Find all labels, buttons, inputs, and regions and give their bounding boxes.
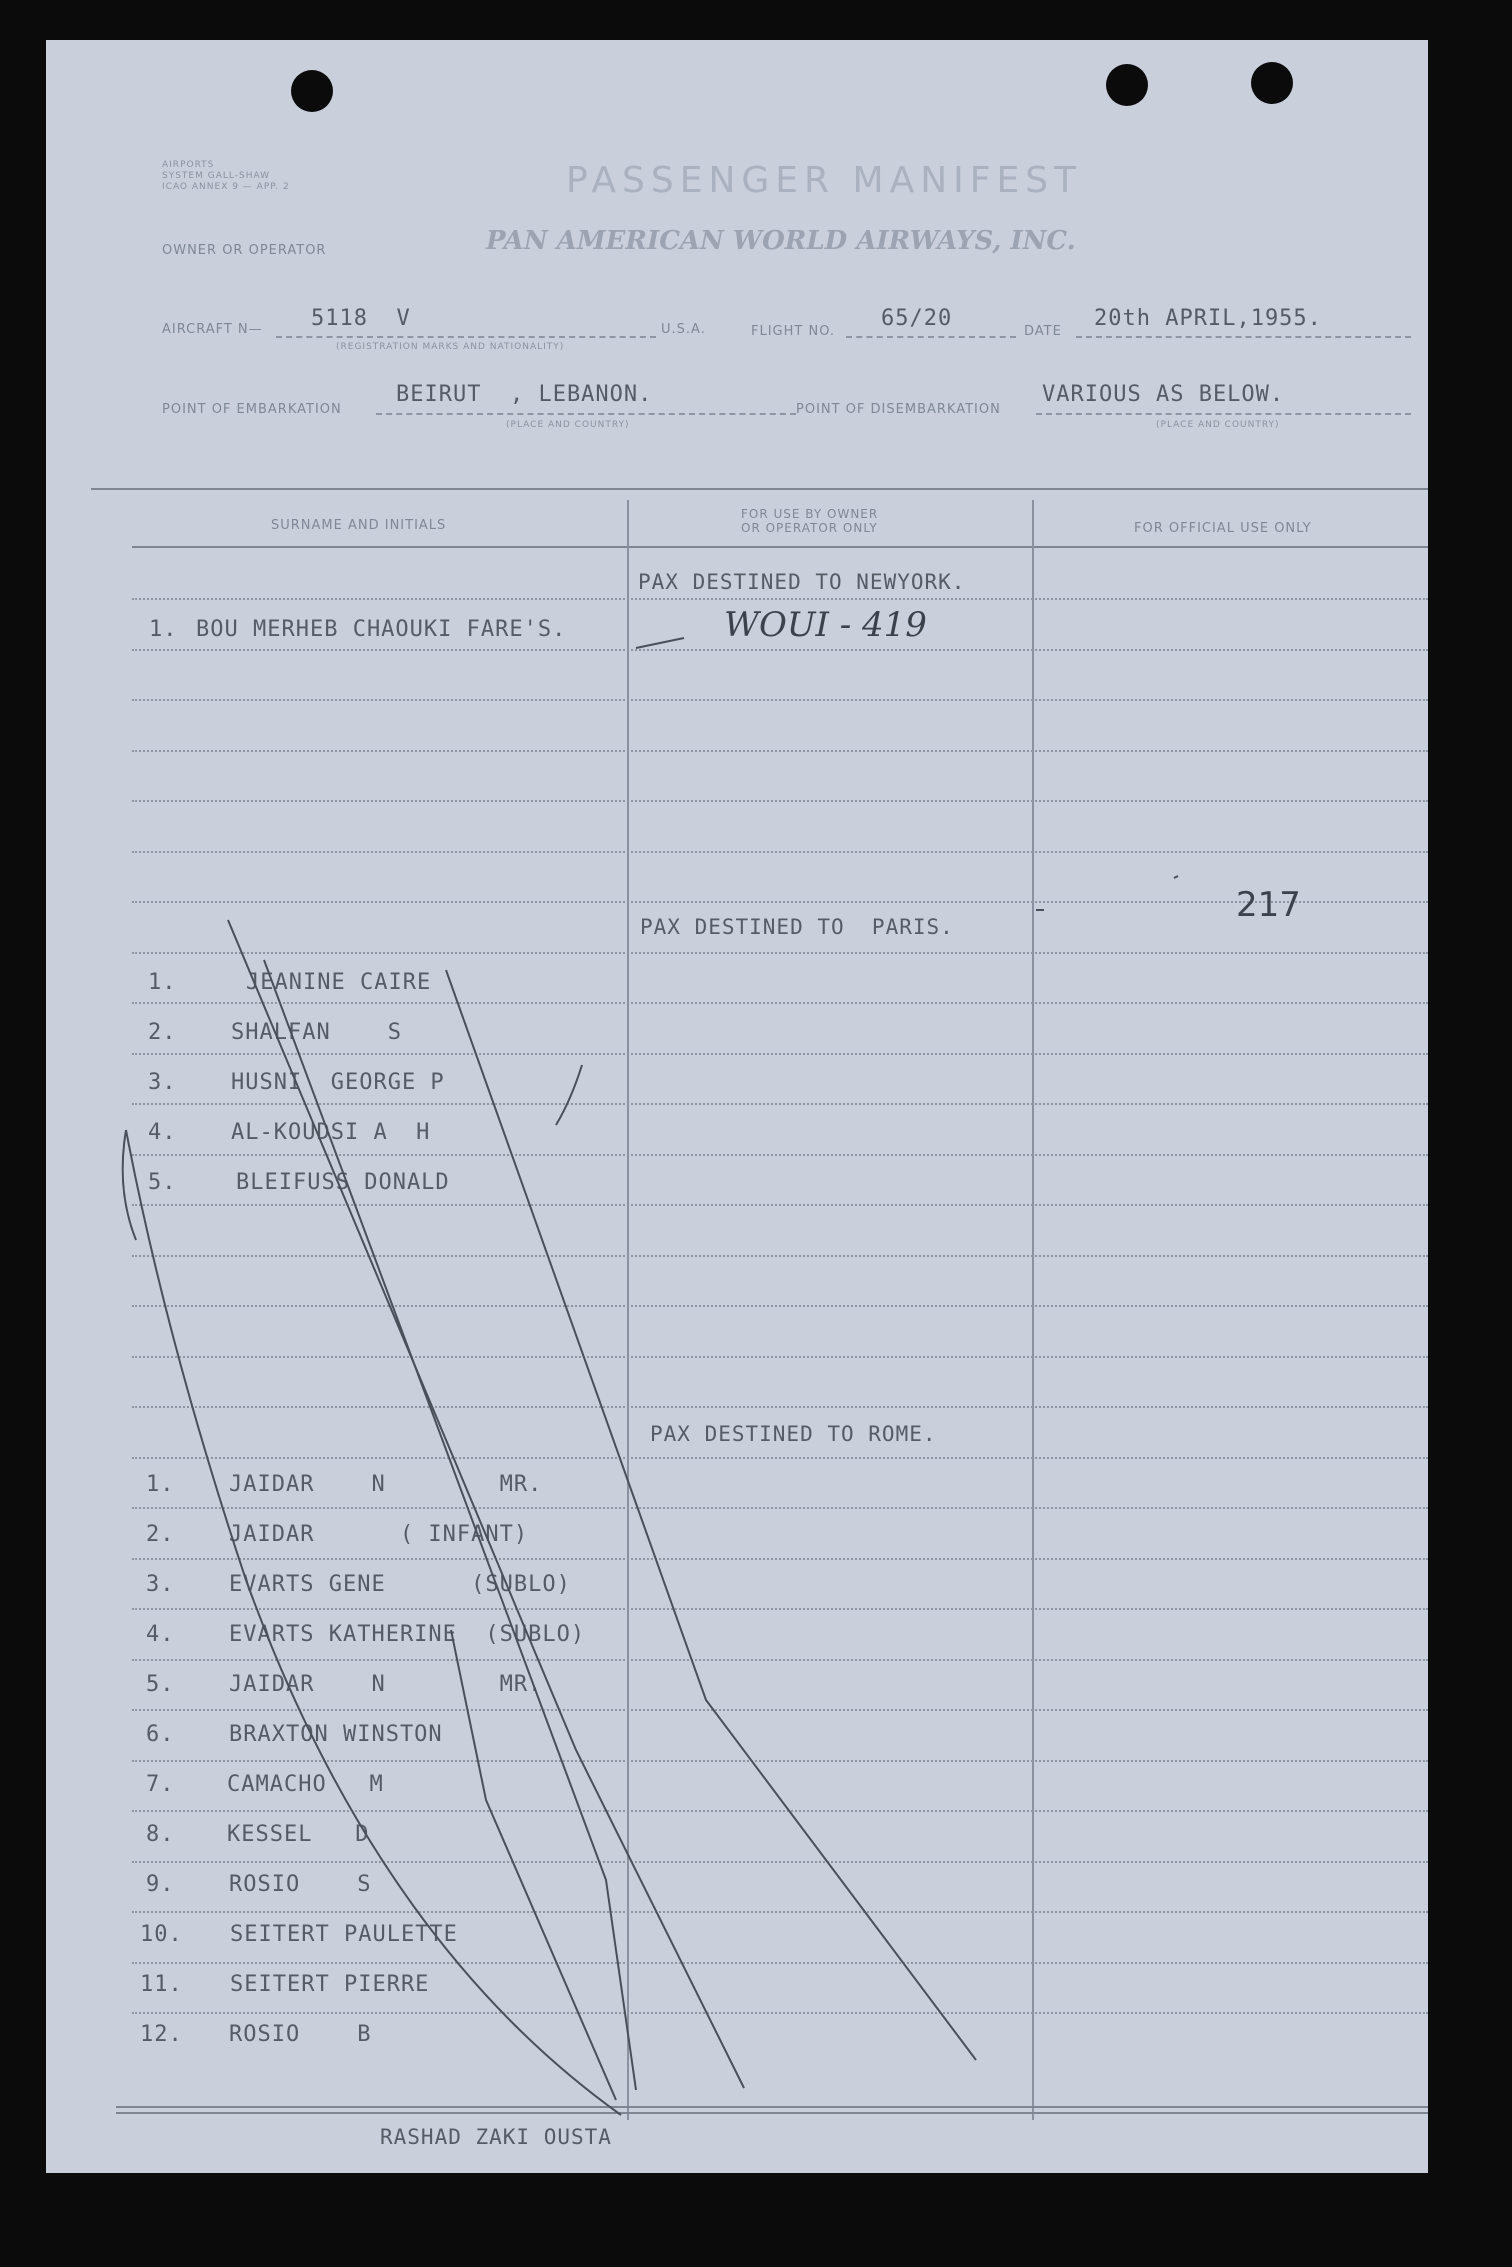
passenger-number: 2. [146, 1522, 175, 1547]
passenger-number: 7. [146, 1772, 175, 1797]
pencil-slash-4 [126, 1130, 621, 2115]
embarkation-value: BEIRUT , LEBANON. [396, 382, 653, 407]
section-heading-newyork: PAX DESTINED TO NEWYORK. [638, 570, 966, 594]
passenger-number: 5. [148, 1170, 177, 1195]
passenger-name: ROSIO B [229, 2022, 372, 2047]
pencil-slash-6 [451, 1630, 616, 2100]
embarkation-label: POINT OF EMBARKATION [162, 402, 342, 417]
section-heading-rome: PAX DESTINED TO ROME. [650, 1422, 937, 1446]
disembarkation-value: VARIOUS AS BELOW. [1042, 382, 1285, 407]
passenger-name: JAIDAR ( INFANT) [229, 1522, 529, 1547]
col-header-surname: SURNAME AND INITIALS [271, 518, 447, 533]
col-header-operator-1: FOR USE BY OWNER [741, 507, 879, 521]
passenger-name: SHALFAN S [231, 1020, 402, 1045]
pencil-checkmark [636, 638, 684, 648]
footer-name: RASHAD ZAKI OUSTA [380, 2125, 612, 2149]
col-header-operator-2: OR OPERATOR ONLY [741, 521, 878, 535]
pencil-strokes [46, 40, 1428, 2173]
date-label: DATE [1024, 324, 1062, 339]
passenger-number: 11. [140, 1972, 183, 1997]
passenger-name: BOU MERHEB CHAOUKI FARE'S. [196, 617, 567, 642]
flight-label: FLIGHT NO. [751, 324, 836, 339]
passenger-name: SEITERT PIERRE [230, 1972, 430, 1997]
authority-line: SYSTEM GALL-SHAW [162, 171, 271, 181]
date-value: 20th APRIL,1955. [1094, 306, 1322, 331]
passenger-name: EVARTS GENE (SUBLO) [229, 1572, 571, 1597]
passenger-number: 12. [140, 2022, 183, 2047]
passenger-name: SEITERT PAULETTE [230, 1922, 458, 1947]
passenger-name: BLEIFUSS DONALD [236, 1170, 450, 1195]
pencil-slash-2 [264, 960, 636, 2090]
place-caption-disembarkation: (PLACE AND COUNTRY) [1156, 420, 1280, 430]
passenger-number: 6. [146, 1722, 175, 1747]
section-heading-paris: PAX DESTINED TO PARIS. [640, 915, 954, 939]
aircraft-value: 5118 V [311, 306, 411, 331]
form-title: PASSENGER MANIFEST [566, 160, 1083, 201]
place-caption-embarkation: (PLACE AND COUNTRY) [506, 420, 630, 430]
passenger-number: 1. [149, 617, 178, 642]
passenger-name: KESSEL D [227, 1822, 370, 1847]
authority-line: AIRPORTS [162, 160, 215, 170]
passenger-name: EVARTS KATHERINE (SUBLO) [229, 1622, 586, 1647]
passenger-number: 8. [146, 1822, 175, 1847]
passenger-name: AL-KOUDSI A H [231, 1120, 431, 1145]
flight-value: 65/20 [881, 306, 953, 331]
country-text: U.S.A. [661, 322, 706, 337]
passenger-number: 10. [140, 1922, 183, 1947]
passenger-number: 1. [148, 970, 177, 995]
pencil-slash-3 [446, 970, 976, 2060]
passenger-name: CAMACHO M [227, 1772, 384, 1797]
pencil-dash-dot [1174, 876, 1178, 878]
operator-name: PAN AMERICAN WORLD AIRWAYS, INC. [486, 226, 1076, 256]
passenger-number: 4. [148, 1120, 177, 1145]
passenger-name: JAIDAR N MR. [229, 1472, 543, 1497]
passenger-name: BRAXTON WINSTON [229, 1722, 443, 1747]
passenger-number: 2. [148, 1020, 177, 1045]
passenger-name: ROSIO S [229, 1872, 372, 1897]
col-header-official: FOR OFFICIAL USE ONLY [1134, 521, 1312, 536]
handwritten-code: WOUI - 419 [724, 605, 927, 645]
pencil-slash-1 [228, 920, 744, 2088]
stamped-number: 217 [1236, 885, 1301, 925]
pencil-tick [556, 1065, 582, 1125]
operator-label: OWNER OR OPERATOR [162, 243, 327, 258]
passenger-number: 3. [148, 1070, 177, 1095]
passenger-number: 3. [146, 1572, 175, 1597]
manifest-page [46, 40, 1428, 2173]
passenger-number: 4. [146, 1622, 175, 1647]
passenger-number: 9. [146, 1872, 175, 1897]
passenger-name: JAIDAR N MR. [229, 1672, 543, 1697]
passenger-name: HUSNI GEORGE P [231, 1070, 445, 1095]
aircraft-label: AIRCRAFT N— [162, 322, 263, 337]
registration-caption: (REGISTRATION MARKS AND NATIONALITY) [336, 342, 565, 352]
authority-line: ICAO ANNEX 9 — APP. 2 [162, 182, 290, 192]
passenger-name: JEANINE CAIRE [246, 970, 432, 995]
passenger-number: 1. [146, 1472, 175, 1497]
disembarkation-label: POINT OF DISEMBARKATION [796, 402, 1001, 417]
passenger-number: 5. [146, 1672, 175, 1697]
